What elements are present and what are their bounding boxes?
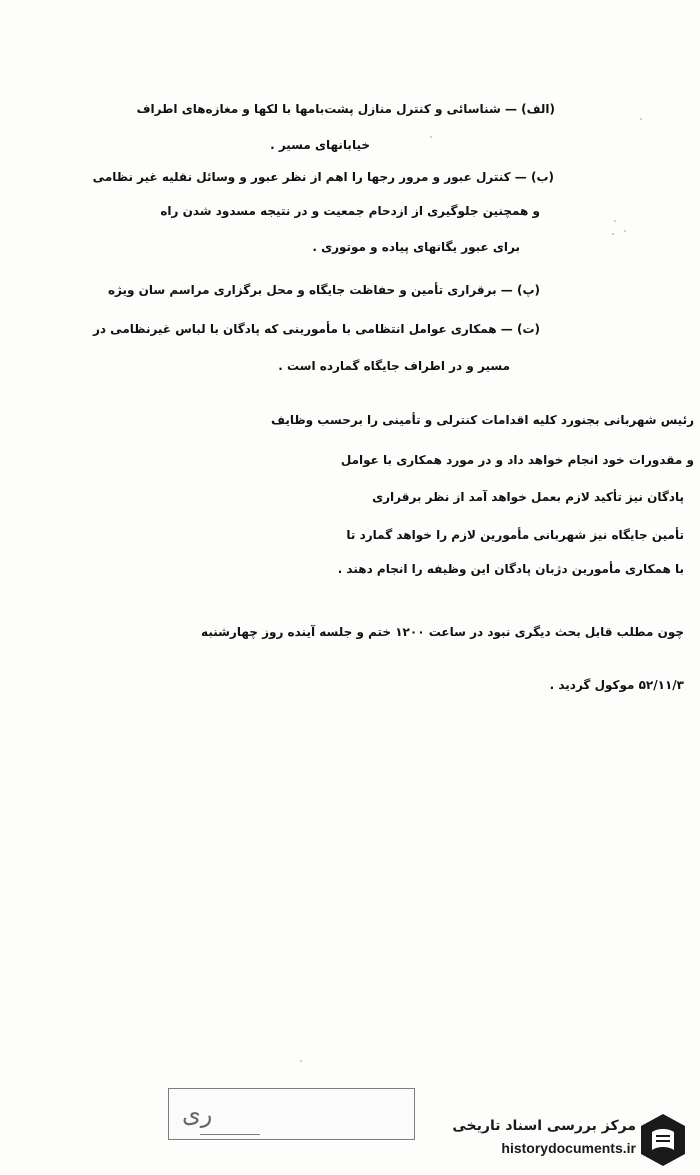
archive-logo-icon bbox=[638, 1112, 688, 1168]
scan-speck bbox=[300, 1060, 302, 1062]
text-line-7: (ت) — همکاری عوامل انتظامی با مأمورینی که پادگان با لباس غیرنظامی در bbox=[92, 322, 540, 336]
text-line-8: مسیر و در اطراف جایگاه گمارده است . bbox=[278, 359, 510, 373]
archive-logo-url: historydocuments.ir bbox=[501, 1140, 636, 1156]
text-line-10: و مقدورات خود انجام خواهد داد و در مورد همکاری با عوامل bbox=[340, 453, 694, 467]
text-line-15: ۵۲/۱۱/۳ موکول گردید . bbox=[549, 678, 684, 692]
text-line-13: با همکاری مأمورین دژبان پادگان این وظیفه را انجام دهند . bbox=[337, 562, 684, 576]
text-line-11: پادگان نیز تأکید لازم بعمل خواهد آمد از نظر برقراری bbox=[372, 490, 684, 504]
stamp-text: ری bbox=[182, 1100, 213, 1128]
scan-speck bbox=[614, 220, 616, 222]
text-line-9: رئیس شهربانی بجنورد کلیه اقدامات کنترلی و تأمینی را برحسب وظایف bbox=[271, 413, 694, 427]
stamp-underline bbox=[200, 1134, 260, 1135]
text-line-14: چون مطلب قابل بحث دیگری نبود در ساعت ۱۲۰۰ ختم و جلسه آینده روز چهارشنبه bbox=[201, 625, 684, 639]
text-line-3: (ب) — کنترل عبور و مرور رجها را اهم از نظر عبور و وسائل نقلیه غیر نظامی bbox=[92, 170, 554, 184]
text-line-4: و همچنین جلوگیری از ازدحام جمعیت و در نتیجه مسدود شدن راه bbox=[160, 204, 540, 218]
text-line-5: برای عبور یگانهای پیاده و موتوری . bbox=[312, 240, 520, 254]
archive-logo-name: مرکز بررسی اسناد تاریخی bbox=[452, 1118, 636, 1134]
text-line-2: خیابانهای مسیر . bbox=[270, 138, 370, 152]
text-line-6: (پ) — برقراری تأمین و حفاظت جایگاه و محل برگزاری مراسم سان ویژه bbox=[107, 283, 540, 297]
scan-speck bbox=[430, 136, 432, 138]
text-line-12: تأمین جایگاه نیز شهربانی مأمورین لازم را خواهد گمارد تا bbox=[346, 528, 684, 542]
scan-speck bbox=[624, 230, 626, 232]
scan-speck bbox=[612, 233, 614, 235]
scan-speck bbox=[640, 118, 642, 120]
text-line-1: (الف) — شناسائی و کنترل منازل پشت‌بامها با لکها و مغازه‌های اطراف bbox=[136, 102, 555, 116]
